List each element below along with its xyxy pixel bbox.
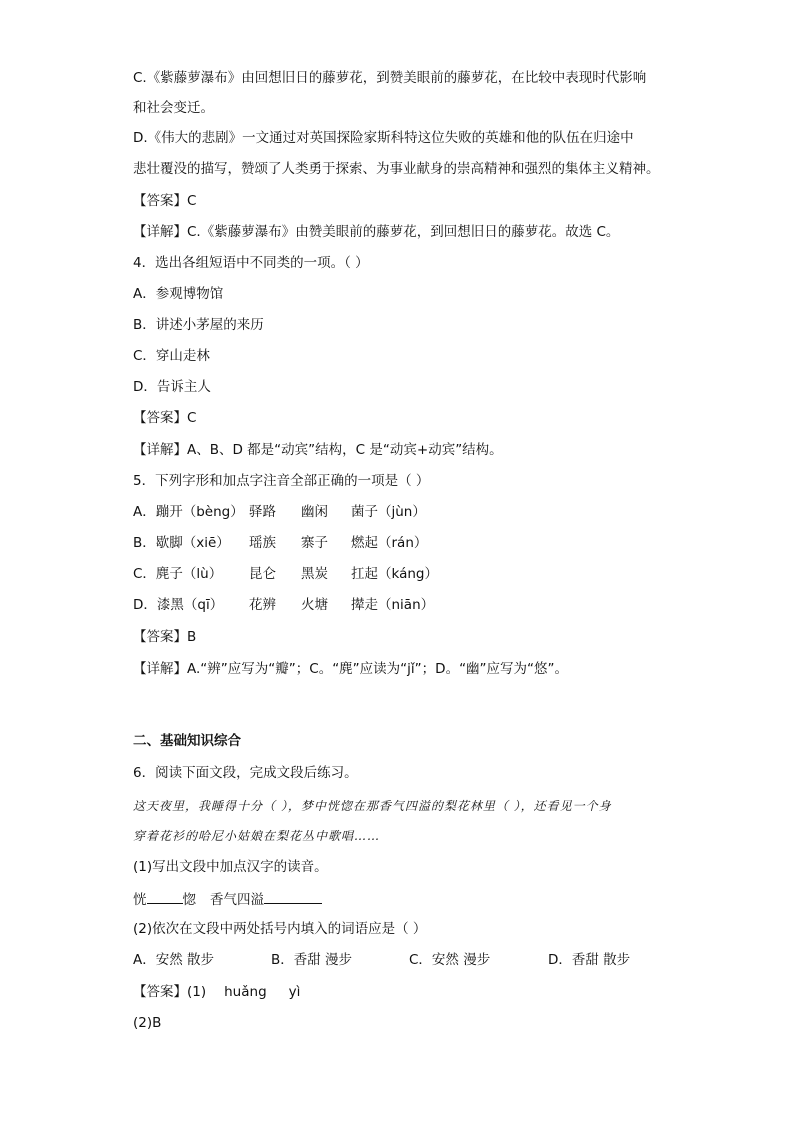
q6-sub1-blanks [133,889,322,910]
q6-sub2: (2)依次在文段中两处括号内填入的词语应是（ ） [133,921,427,937]
q6-answer-2: (2)B [133,1015,162,1031]
section-heading: 二、基础知识综合 [133,733,241,749]
q6-option-b: B．香甜 漫步 [271,952,353,968]
q6-sub1: (1)写出文段中加点汉字的读音。 [133,859,328,875]
q5-b-word4: 燃起（rán） [351,535,428,551]
q3-explanation: 【详解】C.《紫藤萝瀑布》由赞美眼前的藤萝花，到回想旧日的藤萝花。故选 C。 [133,224,620,240]
q3-option-d-line2: 悲壮覆没的描写，赞颂了人类勇于探索、为事业献身的崇高精神和强烈的集体主义精神。 [133,161,660,177]
q5-c-word4: 扛起（káng） [351,566,438,582]
q6-answer-1 [133,982,300,1002]
q6-blank-1[interactable] [147,889,183,904]
q6-option-d: D．香甜 散步 [548,952,631,968]
q5-d-word1: D．漆黑（qī） [133,597,224,613]
q4-option-a: A．参观博物馆 [133,286,224,302]
q5-answer: 【答案】B [133,629,197,645]
q5-option-d [133,595,434,615]
q5-d-word2: 花辨 [249,597,276,613]
q5-c-word3: 黑炭 [301,566,328,582]
q4-stem: 4．选出各组短语中不同类的一项。（ ） [133,255,369,271]
q3-option-d-line1: D.《伟大的悲剧》一文通过对英国探险家斯科特这位失败的英雄和他的队伍在归途中 [133,130,634,146]
q6-word1-start: 恍 [133,892,147,908]
q5-c-word2: 昆仑 [249,566,276,582]
q6-sub2-options [133,950,630,970]
q5-d-word4: 撵走（niān） [351,597,435,613]
q6-passage-line1: 这天夜里，我睡得十分（ ），梦中恍惚在那香气四溢的梨花林里（ ），还看见一个身 [133,799,612,813]
q3-option-c-line2: 和社会变迁。 [133,100,214,116]
q6-stem: 6．阅读下面文段，完成文段后练习。 [133,765,358,781]
q6-blank-2[interactable] [264,889,322,904]
q4-explanation: 【详解】A、B、D 都是“动宾”结构，C 是“动宾+动宾”结构。 [133,442,503,458]
q5-stem: 5．下列字形和加点字注音全部正确的一项是（ ） [133,473,430,489]
q5-a-word4: 菌子（jùn） [351,504,426,520]
q4-option-b: B．讲述小茅屋的来历 [133,317,264,333]
q4-option-d: D．告诉主人 [133,379,211,395]
q6-answer-pinyin-2: yì [288,984,301,1000]
q5-option-b [133,533,427,553]
q5-b-word1: B．歇脚（xiē） [133,535,230,551]
q5-d-word3: 火塘 [301,597,328,613]
q5-a-word3: 幽闲 [301,504,328,520]
q4-option-c: C．穿山走林 [133,348,210,364]
q5-option-a [133,502,426,522]
q6-option-a: A．安然 散步 [133,952,215,968]
q5-a-word2: 驿路 [249,504,276,520]
q4-answer: 【答案】C [133,410,197,426]
q6-word1-end: 惚 [182,892,196,908]
q5-c-word1: C．麂子（lù） [133,566,223,582]
q6-word2: 香气四溢 [210,892,264,908]
q3-option-c-line1: C.《紫藤萝瀑布》由回想旧日的藤萝花，到赞美眼前的藤萝花，在比较中表现时代影响 [133,70,647,86]
q6-option-c: C．安然 漫步 [409,952,491,968]
q5-option-c [133,564,438,584]
q5-b-word3: 寨子 [301,535,328,551]
q5-a-word1: A．蹦开（bèng） [133,504,244,520]
q5-b-word2: 瑶族 [249,535,276,551]
q3-answer: 【答案】C [133,193,197,209]
q5-explanation: 【详解】A.“辨”应写为“瓣”；C。“麂”应读为“jǐ”；D。“幽”应写为“悠”。 [133,661,569,677]
q6-answer-pinyin-1: huǎng [224,984,267,1000]
q6-passage-line2: 穿着花衫的哈尼小姑娘在梨花丛中歌唱…… [133,829,381,843]
q6-answer-label: 【答案】(1) [133,984,207,1000]
